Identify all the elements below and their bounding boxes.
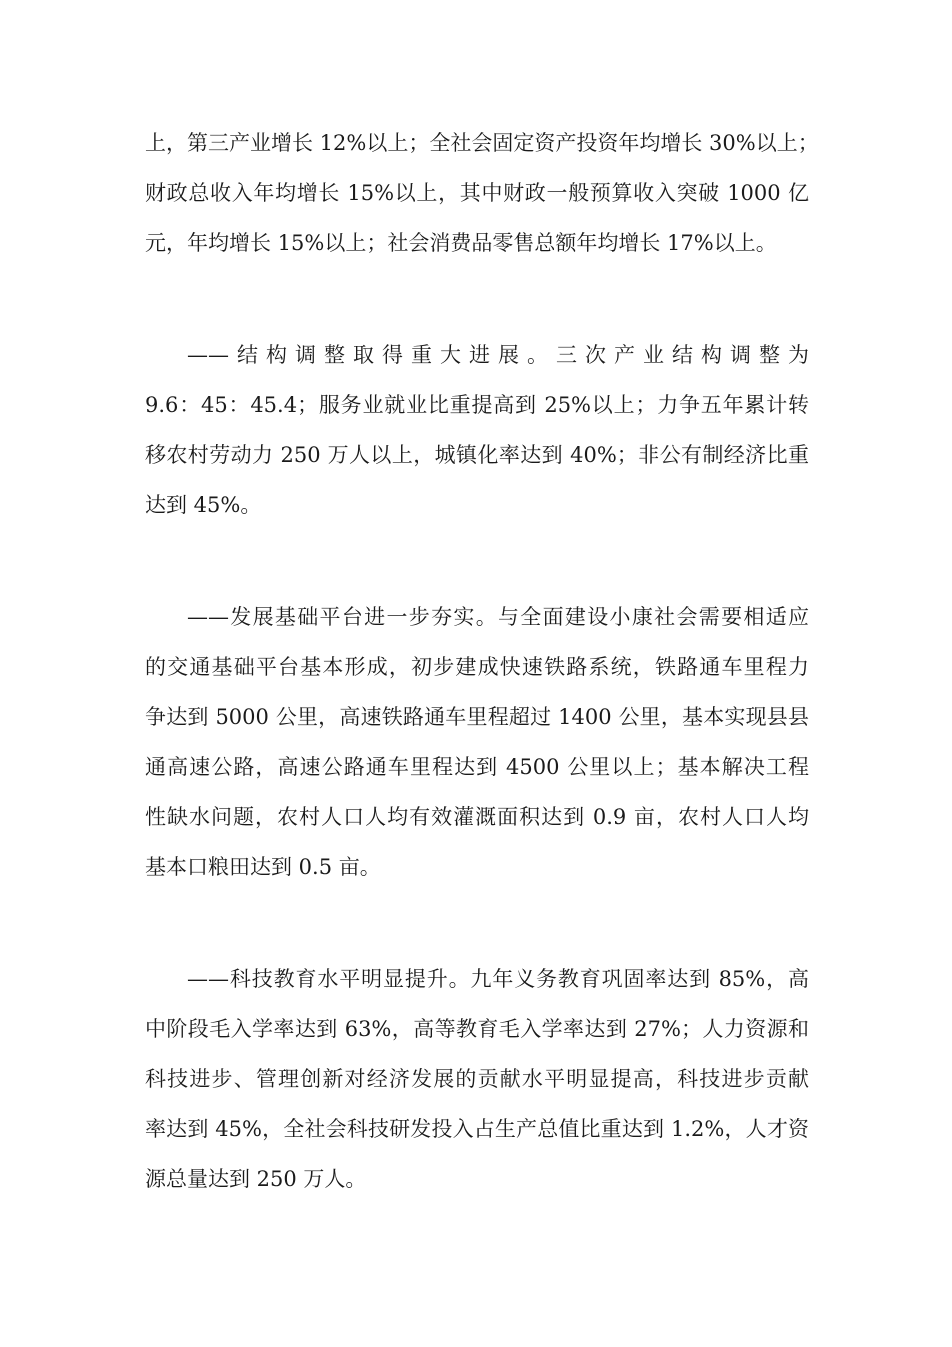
text-line: 性缺水问题，农村人口人均有效灌溉面积达到 0.9 亩，农村人口人均: [145, 805, 809, 829]
text-line: 基本口粮田达到 0.5 亩。: [145, 855, 381, 879]
paragraph-growth-targets: [145, 118, 819, 268]
document-body: [145, 118, 819, 1266]
text-line: 科技进步、管理创新对经济发展的贡献水平明显提高，科技进步贡献: [145, 1067, 809, 1091]
text-line: 达到 45%。: [145, 493, 262, 517]
paragraph-infrastructure: [145, 592, 809, 892]
text-line: 源总量达到 250 万人。: [145, 1167, 367, 1191]
text-line: 9.6：45：45.4；服务业就业比重提高到 25%以上；力争五年累计转: [145, 393, 809, 417]
text-line: 中阶段毛入学率达到 63%，高等教育毛入学率达到 27%；人力资源和: [145, 1017, 809, 1041]
text-line: 移农村劳动力 250 万人以上，城镇化率达到 40%；非公有制经济比重: [145, 443, 809, 467]
text-line: 的交通基础平台基本形成，初步建成快速铁路系统，铁路通车里程力: [145, 655, 809, 679]
text-line: ——科技教育水平明显提升。九年义务教育巩固率达到 85%，高: [187, 967, 809, 991]
text-line: ——发展基础平台进一步夯实。与全面建设小康社会需要相适应: [187, 605, 809, 629]
text-line: ——结构调整取得重大进展。三次产业结构调整为: [187, 343, 809, 367]
text-line: 通高速公路，高速公路通车里程达到 4500 公里以上；基本解决工程: [145, 755, 809, 779]
text-line: 率达到 45%，全社会科技研发投入占生产总值比重达到 1.2%，人才资: [145, 1117, 809, 1141]
paragraph-science-education: [145, 954, 809, 1204]
text-line: 争达到 5000 公里，高速铁路通车里程超过 1400 公里，基本实现县县: [145, 705, 809, 729]
text-line: 上，第三产业增长 12%以上；全社会固定资产投资年均增长 30%以上；: [145, 131, 819, 155]
paragraph-structure-adjustment: [145, 330, 809, 530]
text-line: 财政总收入年均增长 15%以上，其中财政一般预算收入突破 1000 亿: [145, 181, 809, 205]
text-line: 元，年均增长 15%以上；社会消费品零售总额年均增长 17%以上。: [145, 231, 777, 255]
